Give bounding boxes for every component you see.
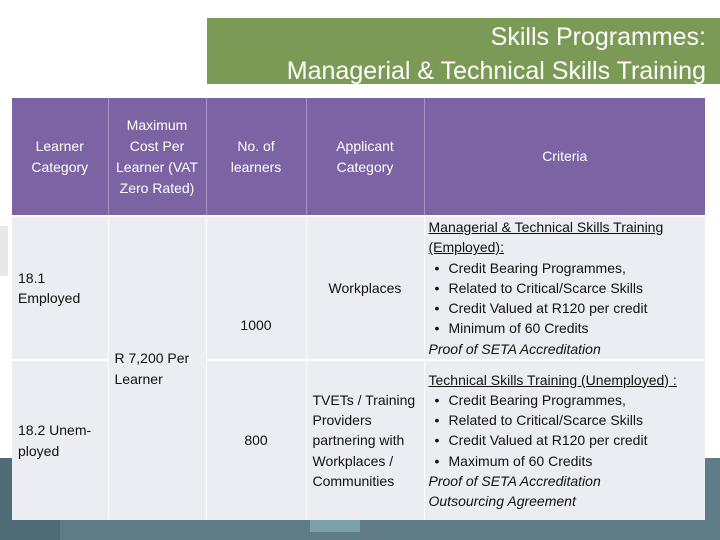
criteria-list-employed (429, 258, 702, 339)
criteria-list-unemployed (429, 390, 702, 471)
header-max-cost: Maximum Cost Per Learner (VAT Zero Rated) (108, 98, 206, 216)
criteria-proof-unemployed: Proof of SETA Accreditation (428, 473, 601, 490)
list-item: • Credit Bearing Programmes, (435, 258, 702, 278)
cell-applicant-unemployed: TVETs / Training Providers partnering with Workplaces / Communities (306, 360, 424, 520)
table-header-row (12, 98, 705, 216)
list-item: • Credit Bearing Programmes, (435, 390, 702, 410)
cell-criteria-unemployed (424, 360, 705, 520)
cell-category-unemployed: 18.2 Unem-ployed (12, 360, 108, 520)
programme-table (12, 98, 705, 520)
cell-criteria-employed (424, 216, 705, 360)
cell-category-employed: 18.1 Employed (12, 216, 108, 360)
criteria-proof-employed: Proof of SETA Accreditation (428, 340, 601, 357)
header-applicant-category: Applicant Category (306, 98, 424, 216)
list-item: • Related to Critical/Scarce Skills (435, 278, 702, 298)
left-frame-accent (0, 226, 8, 276)
slide-title-line-1: Skills Programmes: (490, 23, 706, 51)
cell-applicant-employed: Workplaces (306, 216, 424, 360)
criteria-title-employed: Managerial & Technical Skills Training (Employed): (428, 219, 664, 256)
criteria-outsourcing-unemployed: Outsourcing Agreement (428, 493, 576, 510)
criteria-title-unemployed: Technical Skills Training (Unemployed) : (428, 371, 677, 388)
list-item: • Minimum of 60 Credits (435, 318, 702, 338)
header-no-learners: No. of learners (206, 98, 306, 216)
header-criteria: Criteria (424, 98, 705, 216)
list-item: • Credit Valued at R120 per credit (435, 430, 702, 450)
cell-max-cost: R 7,200 Per Learner (108, 216, 206, 520)
list-item: • Related to Critical/Scarce Skills (435, 410, 702, 430)
slide-title-box (207, 18, 720, 84)
header-learner-category: Learner Category (12, 98, 108, 216)
table-row-employed (12, 216, 705, 360)
cell-learners-unemployed: 800 (206, 360, 306, 520)
cell-learners-employed: 1000 (206, 216, 306, 360)
list-item: • Credit Valued at R120 per credit (435, 298, 702, 318)
slide-title-line-2: Managerial & Technical Skills Training (286, 57, 706, 85)
list-item: • Maximum of 60 Credits (435, 451, 702, 471)
